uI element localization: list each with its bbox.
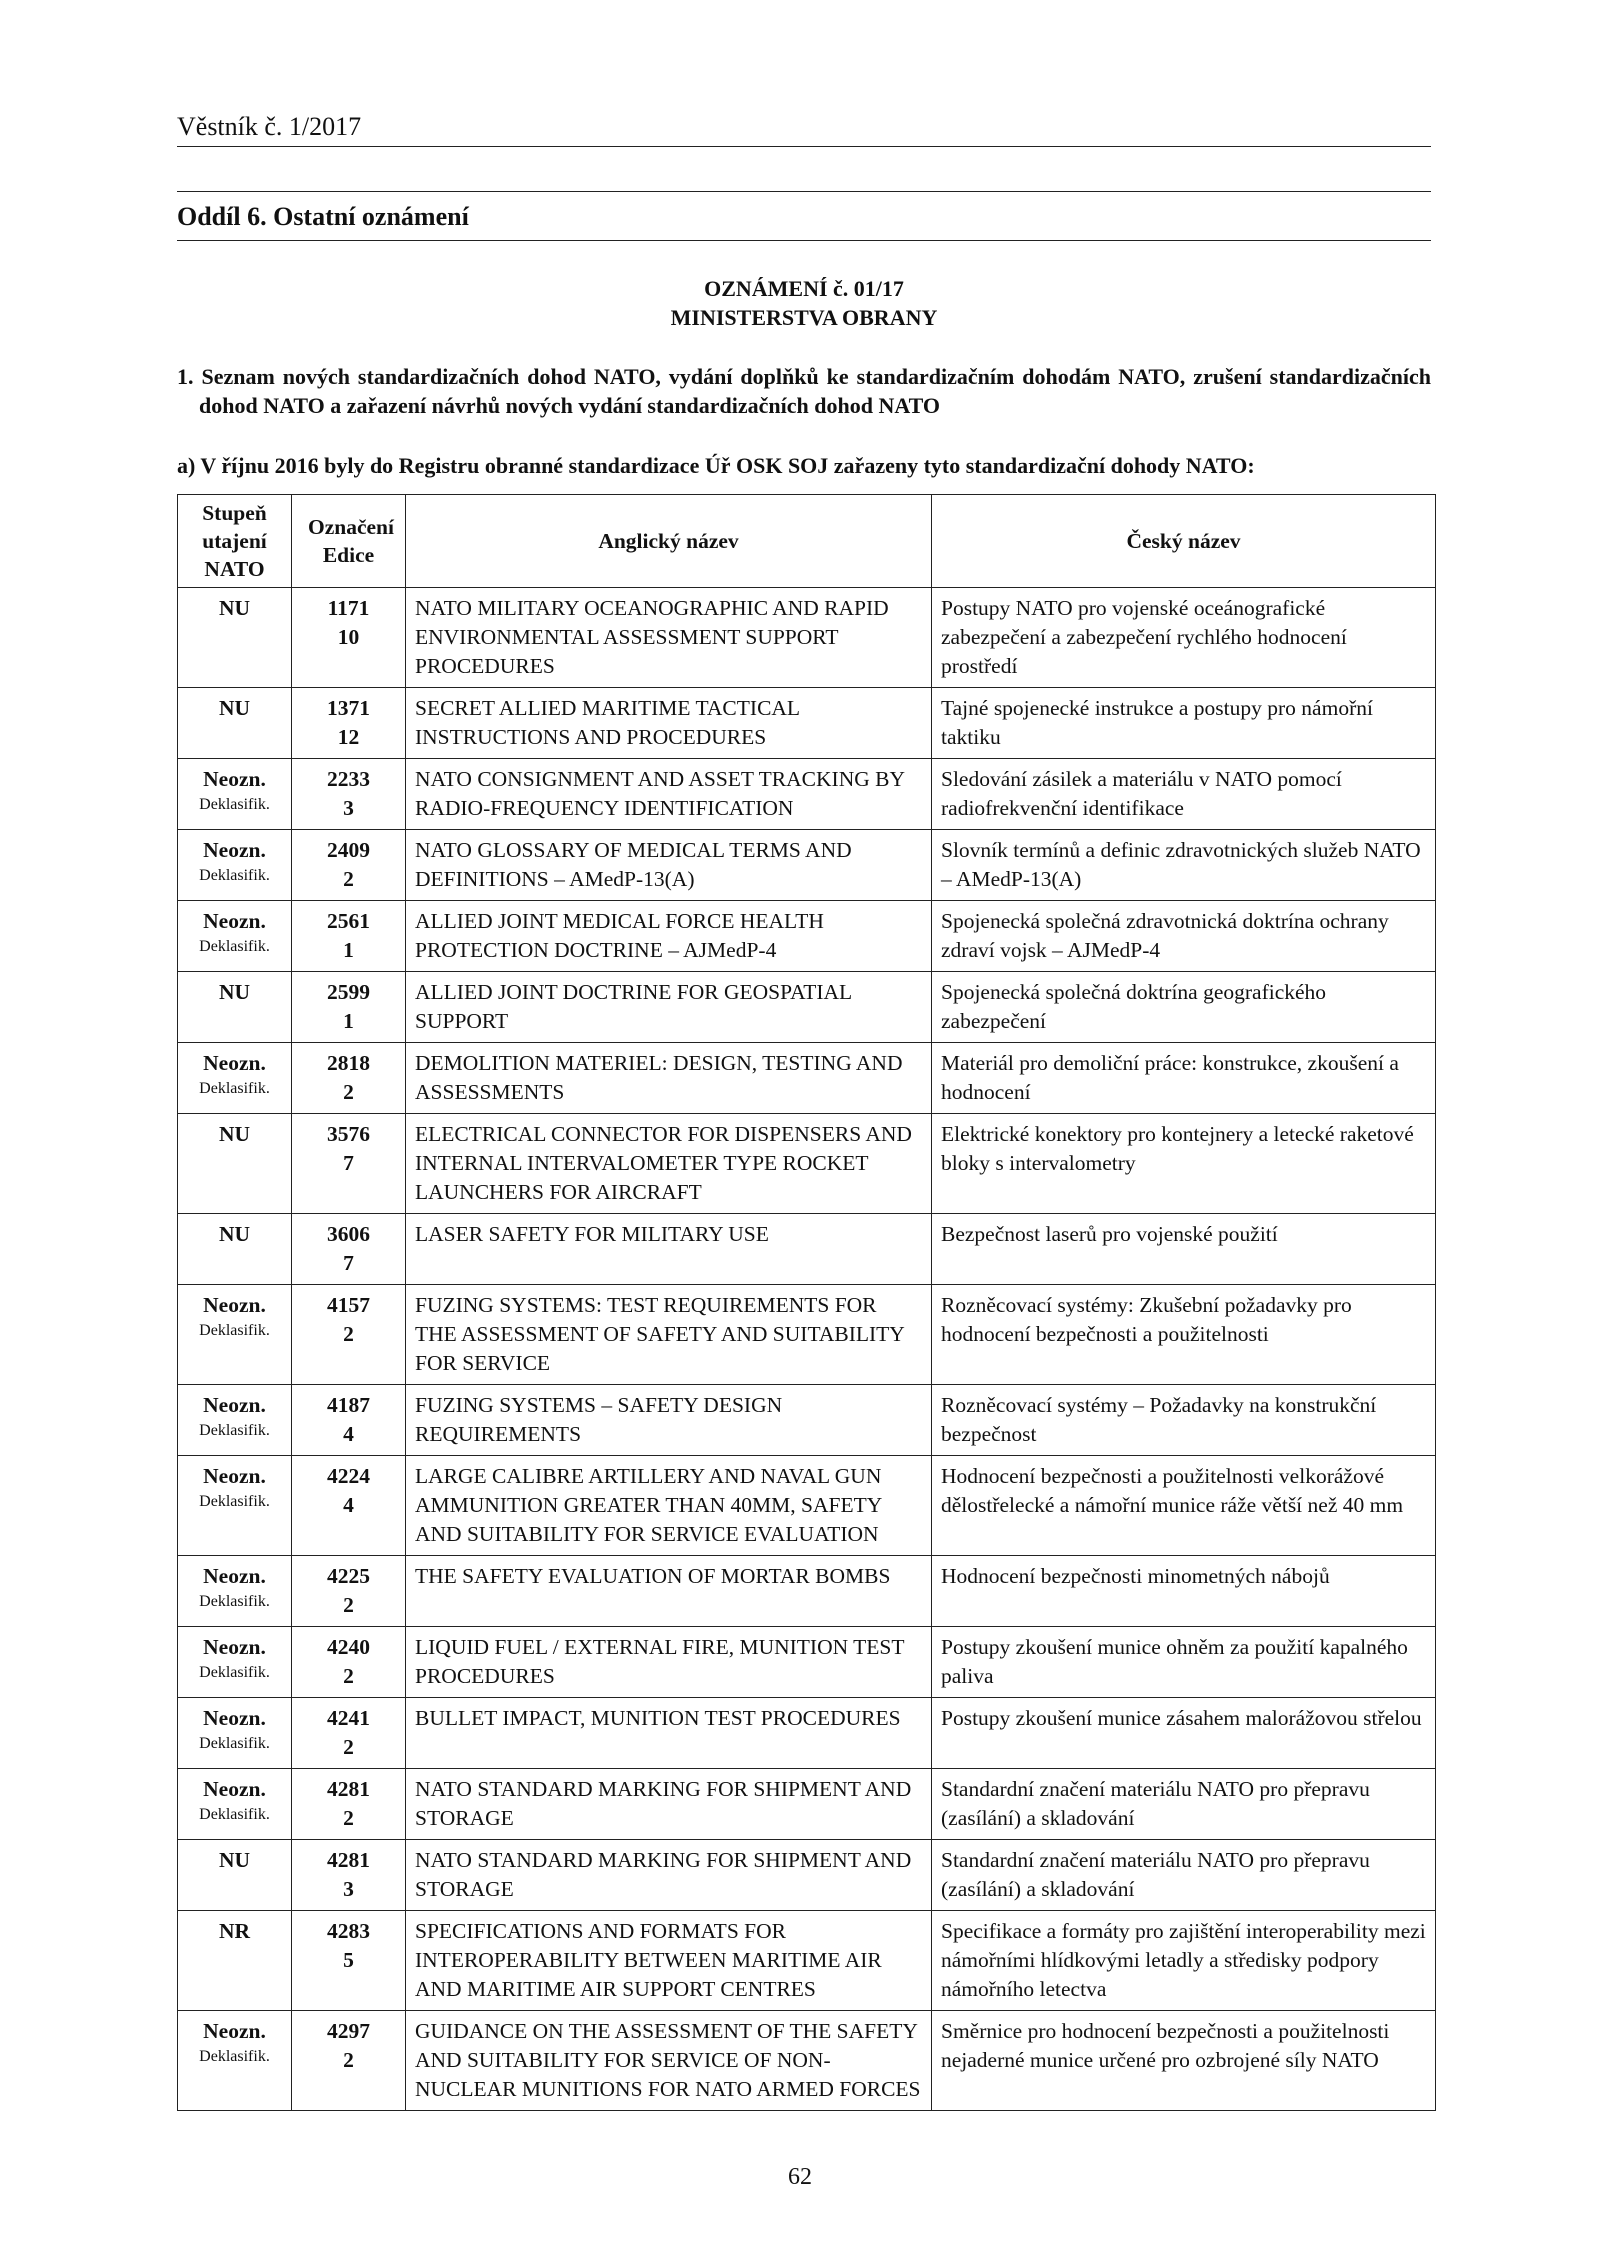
czech-title-cell: Postupy zkoušení munice ohněm za použití kapalného paliva bbox=[932, 1627, 1436, 1698]
designation-cell bbox=[292, 1627, 406, 1698]
classification-cell bbox=[178, 1911, 292, 2011]
table-row bbox=[178, 1769, 1436, 1840]
classification-code: NU bbox=[218, 696, 251, 720]
running-header: Věstník č. 1/2017 bbox=[177, 112, 362, 141]
english-title-cell: NATO STANDARD MARKING FOR SHIPMENT AND STORAGE bbox=[406, 1840, 932, 1911]
classification-cell bbox=[178, 1214, 292, 1285]
classification-code: Neozn. bbox=[203, 2019, 266, 2043]
czech-title-cell: Rozněcovací systémy – Požadavky na konstrukční bezpečnost bbox=[932, 1385, 1436, 1456]
designation-cell bbox=[292, 1840, 406, 1911]
edition-number: 3 bbox=[343, 1877, 354, 1901]
czech-title-cell: Elektrické konektory pro kontejnery a letecké raketové bloky s intervalometry bbox=[932, 1114, 1436, 1214]
classification-cell bbox=[178, 901, 292, 972]
designation-cell bbox=[292, 1114, 406, 1214]
table-row bbox=[178, 830, 1436, 901]
stanag-number: 1171 bbox=[327, 596, 370, 620]
classification-code: Neozn. bbox=[203, 1706, 266, 1730]
classification-code: Neozn. bbox=[203, 838, 266, 862]
classification-cell bbox=[178, 1840, 292, 1911]
edition-number: 5 bbox=[343, 1948, 354, 1972]
classification-note: Deklasifik. bbox=[199, 1322, 270, 1339]
classification-code: Neozn. bbox=[203, 767, 266, 791]
classification-cell bbox=[178, 1698, 292, 1769]
english-title-cell: ALLIED JOINT MEDICAL FORCE HEALTH PROTECTION DOCTRINE – AJMedP-4 bbox=[406, 901, 932, 972]
classification-code: NR bbox=[218, 1919, 251, 1943]
section-title: Oddíl 6. Ostatní oznámení bbox=[177, 202, 469, 231]
stanag-number: 3606 bbox=[327, 1222, 370, 1246]
classification-code: Neozn. bbox=[203, 1293, 266, 1317]
designation-cell bbox=[292, 1456, 406, 1556]
table-row bbox=[178, 1627, 1436, 1698]
designation-cell bbox=[292, 901, 406, 972]
header-english-title: Anglický název bbox=[406, 495, 932, 588]
english-title-cell: BULLET IMPACT, MUNITION TEST PROCEDURES bbox=[406, 1698, 932, 1769]
classification-code: NU bbox=[218, 1122, 251, 1146]
stanag-number: 2561 bbox=[327, 909, 370, 933]
czech-title-cell: Specifikace a formáty pro zajištění interoperability mezi námořními hlídkovými letadly a středisky podpory námořního letectva bbox=[932, 1911, 1436, 2011]
english-title-cell: FUZING SYSTEMS – SAFETY DESIGN REQUIREMENTS bbox=[406, 1385, 932, 1456]
czech-title-cell: Standardní značení materiálu NATO pro přepravu (zasílání) a skladování bbox=[932, 1769, 1436, 1840]
english-title-cell: LIQUID FUEL / EXTERNAL FIRE, MUNITION TEST PROCEDURES bbox=[406, 1627, 932, 1698]
classification-cell bbox=[178, 588, 292, 688]
list-subheading: a) V říjnu 2016 byly do Registru obranné standardizace Úř OSK SOJ zařazeny tyto standardizační dohody NATO: bbox=[177, 453, 1255, 478]
stanag-number: 3576 bbox=[327, 1122, 370, 1146]
czech-title-cell: Hodnocení bezpečnosti a použitelnosti velkorážové dělostřelecké a námořní munice ráže větší než 40 mm bbox=[932, 1456, 1436, 1556]
edition-number: 1 bbox=[343, 938, 354, 962]
stanag-number: 4283 bbox=[327, 1919, 370, 1943]
czech-title-cell: Spojenecká společná zdravotnická doktrína ochrany zdraví vojsk – AJMedP-4 bbox=[932, 901, 1436, 972]
classification-note: Deklasifik. bbox=[199, 1593, 270, 1610]
classification-code: Neozn. bbox=[203, 1777, 266, 1801]
table-row bbox=[178, 2011, 1436, 2111]
intro-paragraph bbox=[177, 362, 1431, 420]
english-title-cell: NATO STANDARD MARKING FOR SHIPMENT AND STORAGE bbox=[406, 1769, 932, 1840]
designation-cell bbox=[292, 1043, 406, 1114]
table-row bbox=[178, 1556, 1436, 1627]
edition-number: 2 bbox=[343, 2048, 354, 2072]
stanag-number: 2409 bbox=[327, 838, 370, 862]
designation-cell bbox=[292, 2011, 406, 2111]
section-rule-top bbox=[177, 191, 1431, 192]
edition-number: 4 bbox=[343, 1493, 354, 1517]
english-title-cell: LASER SAFETY FOR MILITARY USE bbox=[406, 1214, 932, 1285]
header-rule bbox=[177, 146, 1431, 147]
english-title-cell: SPECIFICATIONS AND FORMATS FOR INTEROPERABILITY BETWEEN MARITIME AIR AND MARITIME AIR SUPPORT CENTRES bbox=[406, 1911, 932, 2011]
header-czech-title: Český název bbox=[932, 495, 1436, 588]
english-title-cell: NATO GLOSSARY OF MEDICAL TERMS AND DEFINITIONS – AMedP-13(A) bbox=[406, 830, 932, 901]
edition-number: 12 bbox=[337, 725, 360, 749]
classification-note: Deklasifik. bbox=[199, 867, 270, 884]
page-number: 62 bbox=[788, 2164, 812, 2190]
edition-number: 2 bbox=[343, 1735, 354, 1759]
edition-number: 7 bbox=[343, 1251, 354, 1275]
stanag-number: 2599 bbox=[327, 980, 370, 1004]
english-title-cell: LARGE CALIBRE ARTILLERY AND NAVAL GUN AMMUNITION GREATER THAN 40MM, SAFETY AND SUITABILITY FOR SERVICE EVALUATION bbox=[406, 1456, 932, 1556]
english-title-cell: NATO MILITARY OCEANOGRAPHIC AND RAPID ENVIRONMENTAL ASSESSMENT SUPPORT PROCEDURES bbox=[406, 588, 932, 688]
designation-cell bbox=[292, 972, 406, 1043]
designation-cell bbox=[292, 830, 406, 901]
classification-note: Deklasifik. bbox=[199, 1806, 270, 1823]
table-row bbox=[178, 1114, 1436, 1214]
classification-note: Deklasifik. bbox=[199, 1080, 270, 1097]
classification-cell bbox=[178, 1285, 292, 1385]
classification-note: Deklasifik. bbox=[199, 1422, 270, 1439]
czech-title-cell: Směrnice pro hodnocení bezpečnosti a použitelnosti nejaderné munice určené pro ozbrojené síly NATO bbox=[932, 2011, 1436, 2111]
english-title-cell: THE SAFETY EVALUATION OF MORTAR BOMBS bbox=[406, 1556, 932, 1627]
stanag-number: 4281 bbox=[327, 1848, 370, 1872]
section-rule-bottom bbox=[177, 240, 1431, 241]
notice-title: OZNÁMENÍ č. 01/17 bbox=[704, 276, 904, 301]
classification-cell bbox=[178, 2011, 292, 2111]
designation-cell bbox=[292, 1556, 406, 1627]
classification-code: Neozn. bbox=[203, 909, 266, 933]
edition-number: 2 bbox=[343, 1080, 354, 1104]
czech-title-cell: Slovník termínů a definic zdravotnických služeb NATO – AMedP-13(A) bbox=[932, 830, 1436, 901]
standards-table bbox=[177, 494, 1436, 2111]
english-title-cell: ALLIED JOINT DOCTRINE FOR GEOSPATIAL SUPPORT bbox=[406, 972, 932, 1043]
header-designation: Označení Edice bbox=[292, 495, 406, 588]
english-title-cell: FUZING SYSTEMS: TEST REQUIREMENTS FOR THE ASSESSMENT OF SAFETY AND SUITABILITY FOR SERVICE bbox=[406, 1285, 932, 1385]
notice-issuer: MINISTERSTVA OBRANY bbox=[670, 305, 938, 330]
classification-note: Deklasifik. bbox=[199, 796, 270, 813]
stanag-number: 1371 bbox=[327, 696, 370, 720]
english-title-cell: ELECTRICAL CONNECTOR FOR DISPENSERS AND INTERNAL INTERVALOMETER TYPE ROCKET LAUNCHERS FOR AIRCRAFT bbox=[406, 1114, 932, 1214]
table-row bbox=[178, 759, 1436, 830]
edition-number: 2 bbox=[343, 867, 354, 891]
classification-cell bbox=[178, 1769, 292, 1840]
designation-cell bbox=[292, 1911, 406, 2011]
classification-cell bbox=[178, 830, 292, 901]
english-title-cell: SECRET ALLIED MARITIME TACTICAL INSTRUCTIONS AND PROCEDURES bbox=[406, 688, 932, 759]
table-row bbox=[178, 688, 1436, 759]
table-row bbox=[178, 588, 1436, 688]
english-title-cell: GUIDANCE ON THE ASSESSMENT OF THE SAFETY AND SUITABILITY FOR SERVICE OF NON-NUCLEAR MUNITIONS FOR NATO ARMED FORCES bbox=[406, 2011, 932, 2111]
stanag-number: 4224 bbox=[327, 1464, 370, 1488]
designation-cell bbox=[292, 1214, 406, 1285]
czech-title-cell: Rozněcovací systémy: Zkušební požadavky pro hodnocení bezpečnosti a použitelnosti bbox=[932, 1285, 1436, 1385]
classification-cell bbox=[178, 1627, 292, 1698]
table-row bbox=[178, 1456, 1436, 1556]
classification-cell bbox=[178, 759, 292, 830]
classification-note: Deklasifik. bbox=[199, 938, 270, 955]
english-title-cell: DEMOLITION MATERIEL: DESIGN, TESTING AND ASSESSMENTS bbox=[406, 1043, 932, 1114]
czech-title-cell: Sledování zásilek a materiálu v NATO pomocí radiofrekvenční identifikace bbox=[932, 759, 1436, 830]
edition-number: 1 bbox=[343, 1009, 354, 1033]
header-classification: Stupeň utajení NATO bbox=[178, 495, 292, 588]
classification-cell bbox=[178, 1043, 292, 1114]
classification-note: Deklasifik. bbox=[199, 2048, 270, 2065]
edition-number: 2 bbox=[343, 1806, 354, 1830]
stanag-number: 2233 bbox=[327, 767, 370, 791]
table-row bbox=[178, 1285, 1436, 1385]
edition-number: 3 bbox=[343, 796, 354, 820]
designation-cell bbox=[292, 688, 406, 759]
czech-title-cell: Postupy NATO pro vojenské oceánografické zabezpečení a zabezpečení rychlého hodnocení prostředí bbox=[932, 588, 1436, 688]
edition-number: 4 bbox=[343, 1422, 354, 1446]
stanag-number: 4281 bbox=[327, 1777, 370, 1801]
classification-note: Deklasifik. bbox=[199, 1735, 270, 1752]
classification-code: NU bbox=[218, 596, 251, 620]
czech-title-cell: Tajné spojenecké instrukce a postupy pro námořní taktiku bbox=[932, 688, 1436, 759]
edition-number: 2 bbox=[343, 1322, 354, 1346]
stanag-number: 4241 bbox=[327, 1706, 370, 1730]
designation-cell bbox=[292, 1769, 406, 1840]
table-row bbox=[178, 1043, 1436, 1114]
table-row bbox=[178, 972, 1436, 1043]
designation-cell bbox=[292, 1285, 406, 1385]
classification-code: Neozn. bbox=[203, 1464, 266, 1488]
stanag-number: 4240 bbox=[327, 1635, 370, 1659]
classification-cell bbox=[178, 972, 292, 1043]
table-row bbox=[178, 1840, 1436, 1911]
classification-code: Neozn. bbox=[203, 1635, 266, 1659]
edition-number: 2 bbox=[343, 1593, 354, 1617]
intro-text: 1. Seznam nových standardizačních dohod NATO, vydání doplňků ke standardizačním dohodám NATO, zrušení standardizačních dohod NATO a zařazení návrhů nových vydání standardizačních dohod NATO bbox=[177, 364, 1431, 418]
classification-note: Deklasifik. bbox=[199, 1664, 270, 1681]
designation-cell bbox=[292, 759, 406, 830]
table-row bbox=[178, 901, 1436, 972]
classification-code: NU bbox=[218, 1222, 251, 1246]
classification-cell bbox=[178, 688, 292, 759]
english-title-cell: NATO CONSIGNMENT AND ASSET TRACKING BY RADIO-FREQUENCY IDENTIFICATION bbox=[406, 759, 932, 830]
designation-cell bbox=[292, 1698, 406, 1769]
classification-cell bbox=[178, 1556, 292, 1627]
designation-cell bbox=[292, 588, 406, 688]
table-row bbox=[178, 1698, 1436, 1769]
classification-code: Neozn. bbox=[203, 1051, 266, 1075]
classification-cell bbox=[178, 1385, 292, 1456]
classification-code: NU bbox=[218, 1848, 251, 1872]
table-header-row bbox=[178, 495, 1436, 588]
czech-title-cell: Materiál pro demoliční práce: konstrukce, zkoušení a hodnocení bbox=[932, 1043, 1436, 1114]
stanag-number: 4297 bbox=[327, 2019, 370, 2043]
stanag-number: 2818 bbox=[327, 1051, 370, 1075]
czech-title-cell: Postupy zkoušení munice zásahem malorážovou střelou bbox=[932, 1698, 1436, 1769]
czech-title-cell: Spojenecká společná doktrína geografického zabezpečení bbox=[932, 972, 1436, 1043]
table-body bbox=[178, 588, 1436, 2111]
table-row bbox=[178, 1911, 1436, 2011]
classification-cell bbox=[178, 1114, 292, 1214]
stanag-number: 4187 bbox=[327, 1393, 370, 1417]
classification-note: Deklasifik. bbox=[199, 1493, 270, 1510]
stanag-number: 4225 bbox=[327, 1564, 370, 1588]
edition-number: 2 bbox=[343, 1664, 354, 1688]
designation-cell bbox=[292, 1385, 406, 1456]
edition-number: 10 bbox=[337, 625, 360, 649]
czech-title-cell: Bezpečnost laserů pro vojenské použití bbox=[932, 1214, 1436, 1285]
classification-code: Neozn. bbox=[203, 1393, 266, 1417]
classification-code: NU bbox=[218, 980, 251, 1004]
classification-cell bbox=[178, 1456, 292, 1556]
czech-title-cell: Hodnocení bezpečnosti minometných nábojů bbox=[932, 1556, 1436, 1627]
table-row bbox=[178, 1385, 1436, 1456]
classification-code: Neozn. bbox=[203, 1564, 266, 1588]
edition-number: 7 bbox=[343, 1151, 354, 1175]
stanag-number: 4157 bbox=[327, 1293, 370, 1317]
table-row bbox=[178, 1214, 1436, 1285]
czech-title-cell: Standardní značení materiálu NATO pro přepravu (zasílání) a skladování bbox=[932, 1840, 1436, 1911]
